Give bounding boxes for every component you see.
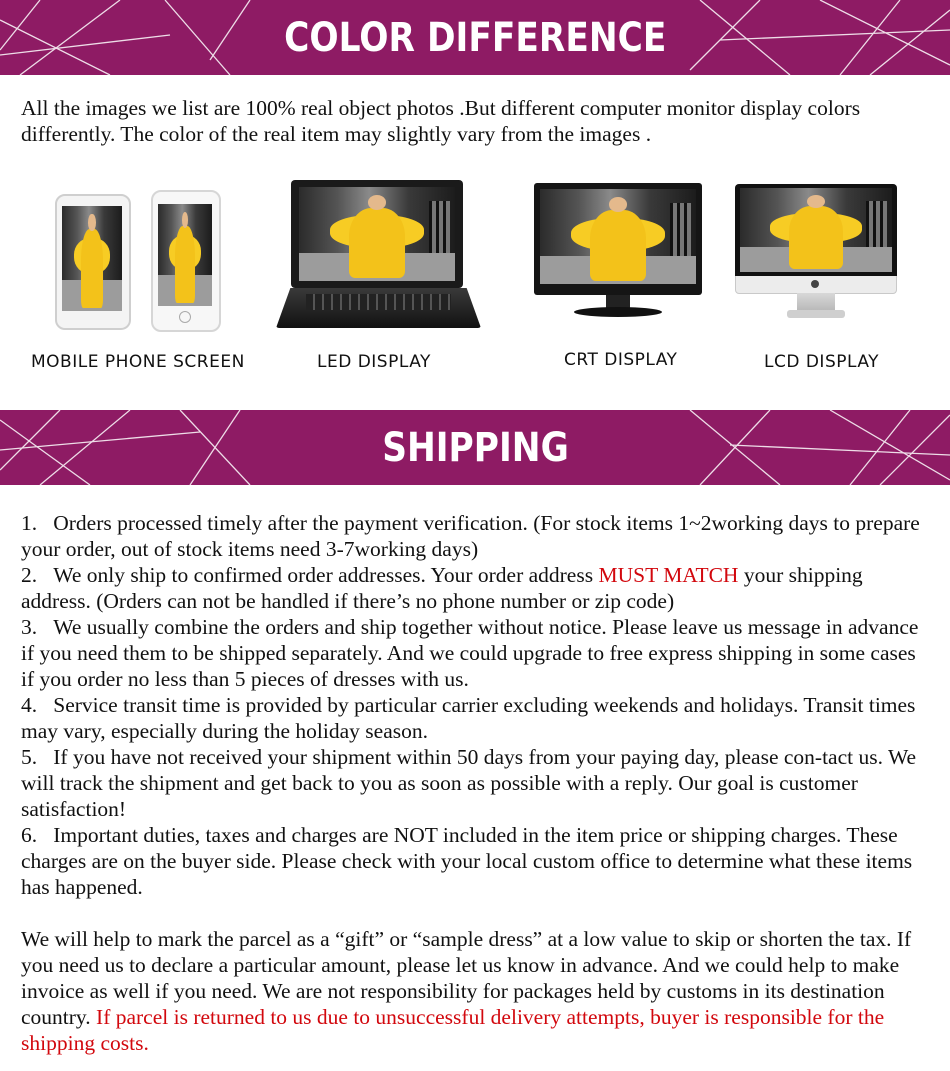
list-item: 6. Important duties, taxes and charges are NOT included in the item price or shipping charges. These charges are on the buyer side. Please check with your local custom office to determine what these items has happened. — [21, 823, 913, 899]
color-difference-banner — [0, 0, 950, 75]
device-label-mobile: MOBILE PHONE SCREEN — [31, 352, 245, 372]
device-label-lcd: LCD DISPLAY — [764, 352, 880, 372]
list-item: 5. If you have not received your shipment within 50 days from your paying day, please con-tact us. We will track the shipment and get back to you as soon as possible with a reply. Our goal is customer satisfaction! — [21, 745, 917, 821]
device-label-crt: CRT DISPLAY — [564, 350, 678, 370]
list-item: 1. Orders processed timely after the payment verification. (For stock items 1~2working days to prepare your order, out of stock items need 3-7working days) — [21, 511, 920, 561]
device-label-led: LED DISPLAY — [317, 352, 431, 372]
shipping-list — [21, 510, 933, 900]
lcd-monitor-icon — [735, 184, 897, 324]
color-difference-title: COLOR DIFFERENCE — [283, 14, 667, 61]
shipping-title: SHIPPING — [381, 424, 569, 471]
list-item: 4. Service transit time is provided by particular carrier excluding weekends and holidays. Transit times may vary, especially during the holiday season. — [21, 693, 916, 743]
shipping-closing-paragraph: We will help to mark the parcel as a “gift” or “sample dress” at a low value to skip or shorten the tax. If you need us to declare a particular amount, please let us know in advance. And we could help to make invoice as well if you need. We are not responsibility for packages held by customs in its destination country. If parcel is returned to us due to unsuccessful delivery attempts, buyer is responsible for the shipping costs. — [21, 927, 912, 1055]
returned-parcel-warning: If parcel is returned to us due to unsuccessful delivery attempts, buyer is responsible for the shipping costs. — [21, 1005, 885, 1055]
shipping-banner — [0, 410, 950, 485]
laptop-icon — [276, 180, 481, 330]
list-item: 2. We only ship to confirmed order addresses. Your order address MUST MATCH your shipping address. (Orders can not be handled if there’s no phone number or zip code) — [21, 563, 863, 613]
must-match-highlight: MUST MATCH — [598, 563, 739, 587]
crt-monitor-icon — [534, 183, 704, 320]
color-difference-paragraph: All the images we list are 100% real object photos .But different computer monitor display colors differently. The color of the real item may slightly vary from the images . — [21, 96, 861, 146]
mobile-phone-icon — [55, 190, 225, 335]
list-item: 3. We usually combine the orders and ship together without notice. Please leave us message in advance if you need them to be shipped separately. And we could upgrade to free express shipping in some cases if you order no less than 5 pieces of dresses with us. — [21, 615, 919, 691]
